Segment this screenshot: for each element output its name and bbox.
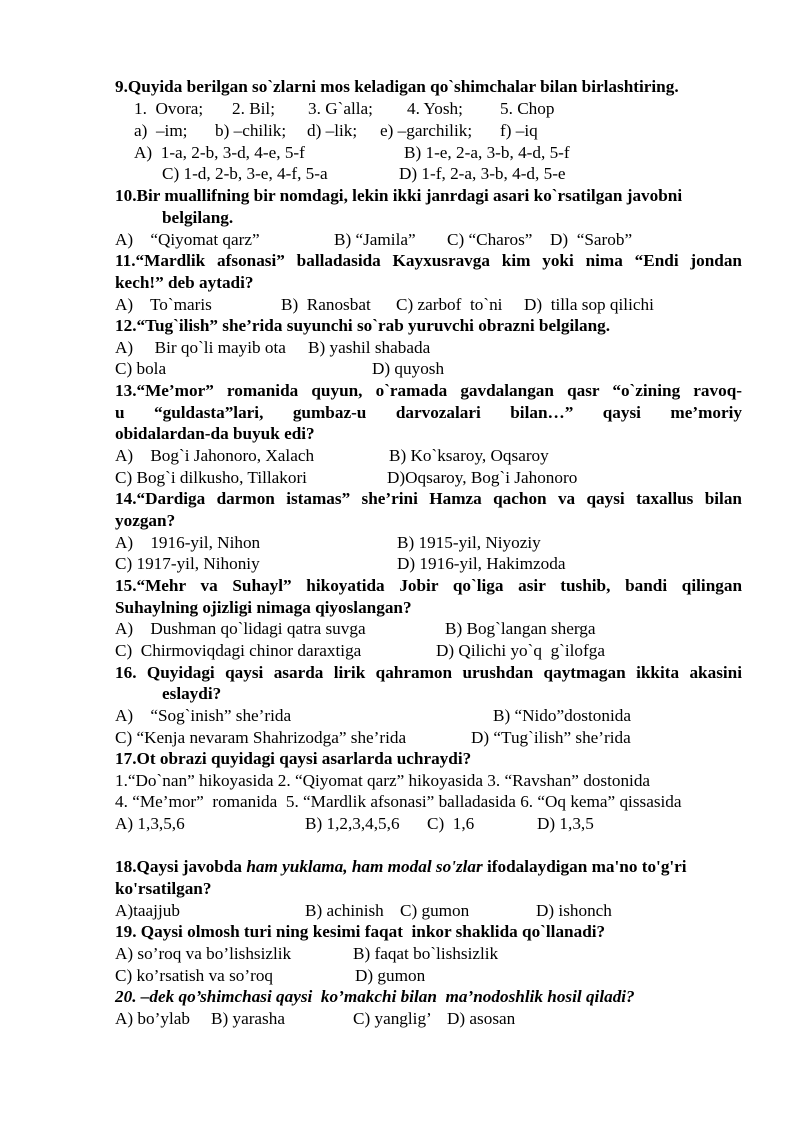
q9-option-d: D) 1-f, 2-a, 3-b, 4-d, 5-e xyxy=(399,164,566,183)
q10-option-c: C) “Charos” xyxy=(447,230,533,249)
q9-word-4: 4. Yosh; xyxy=(407,99,463,118)
q17-option-a: A) 1,3,5,6 xyxy=(115,814,185,833)
q11-option-c: C) zarbof to`ni xyxy=(396,295,503,314)
q19-title: 19. Qaysi olmosh turi ning kesimi faqat inkor shaklida qo`llanadi? xyxy=(115,922,606,941)
q20-option-a: A) bo’ylab xyxy=(115,1009,190,1028)
q20-option-c: C) yanglig’ xyxy=(353,1009,432,1028)
q17-list-line-2: 4. “Me’mor” romanida 5. “Mardlik afsonasi” balladasida 6. “Oq kema” qissasida xyxy=(115,792,682,811)
q9-option-a: A) 1-a, 2-b, 3-d, 4-e, 5-f xyxy=(134,143,305,162)
q11-option-d: D) tilla sop qilichi xyxy=(524,295,654,314)
q20-title: 20. –dek qo’shimchasi qaysi ko’makchi bilan ma’nodoshlik hosil qiladi? xyxy=(115,987,635,1006)
q9-option-b: B) 1-e, 2-a, 3-b, 4-d, 5-f xyxy=(404,143,570,162)
q16-title-cont: eslaydi? xyxy=(162,684,222,703)
q18-title-start: 18.Qaysi javobda xyxy=(115,857,247,876)
q10-title: 10.Bir muallifning bir nomdagi, lekin ikki janrdagi asari ko`rsatilgan javobni xyxy=(115,186,683,205)
q20-option-b: B) yarasha xyxy=(211,1009,285,1028)
q12-option-a: A) Bir qo`li mayib ota xyxy=(115,338,286,357)
q9-option-c: C) 1-d, 2-b, 3-e, 4-f, 5-a xyxy=(162,164,328,183)
q18-title-end: ifodalaydigan ma'no to'g'ri xyxy=(482,857,687,876)
q16-option-a: A) “Sog`inish” she’rida xyxy=(115,706,292,725)
q10-option-d: D) “Sarob” xyxy=(550,230,633,249)
q15-option-b: B) Bog`langan sherga xyxy=(445,619,596,638)
q16-title: 16. Quyidagi qaysi asarda lirik qahramon urushdan qaytmagan ikkita akasini xyxy=(115,663,742,682)
q17-option-c: C) 1,6 xyxy=(427,814,475,833)
q13-title-cont-2: obidalardan-da buyuk edi? xyxy=(115,424,315,443)
q15-title-cont: Suhaylning ojizligi nimaga qiyoslangan? xyxy=(115,598,412,617)
q19-option-b: B) faqat bo`lishsizlik xyxy=(353,944,499,963)
q19-option-a: A) so’roq va bo’lishsizlik xyxy=(115,944,292,963)
q9-word-1: 1. Ovora; xyxy=(134,99,204,118)
q9-suffix-a: a) –im; xyxy=(134,121,188,140)
q14-title-cont: yozgan? xyxy=(115,511,176,530)
q17-list-line-1: 1.“Do`nan” hikoyasida 2. “Qiyomat qarz” hikoyasida 3. “Ravshan” dostonida xyxy=(115,771,651,790)
q9-title: 9.Quyida berilgan so`zlarni mos keladigan qo`shimchalar bilan birlashtiring. xyxy=(115,77,679,96)
q15-option-c: C) Chirmoviqdagi chinor daraxtiga xyxy=(115,641,362,660)
q13-option-a: A) Bog`i Jahonoro, Xalach xyxy=(115,446,315,465)
q15-option-a: A) Dushman qo`lidagi qatra suvga xyxy=(115,619,366,638)
q15-option-d: D) Qilichi yo`q g`ilofga xyxy=(436,641,605,660)
q16-option-b: B) “Nido”dostonida xyxy=(493,706,631,725)
q9-suffix-b: b) –chilik; xyxy=(215,121,287,140)
q19-option-d: D) gumon xyxy=(355,966,426,985)
q18-option-c: C) gumon xyxy=(400,901,470,920)
q9-word-2: 2. Bil; xyxy=(232,99,275,118)
q14-option-c: C) 1917-yil, Nihoniy xyxy=(115,554,260,573)
q13-option-b: B) Ko`ksaroy, Oqsaroy xyxy=(389,446,549,465)
q18-option-d: D) ishonch xyxy=(536,901,612,920)
q11-title: 11.“Mardlik afsonasi” balladasida Kayxusravga kim yoki nima “Endi jondan xyxy=(115,251,742,270)
q11-option-a: A) To`maris xyxy=(115,295,212,314)
q11-title-cont: kech!” deb aytadi? xyxy=(115,273,254,292)
q9-word-5: 5. Chop xyxy=(500,99,555,118)
q14-option-a: A) 1916-yil, Nihon xyxy=(115,533,261,552)
q16-option-c: C) “Kenja nevaram Shahrizodga” she’rida xyxy=(115,728,407,747)
q19-option-c: C) ko’rsatish va so’roq xyxy=(115,966,274,985)
q12-title: 12.“Tug`ilish” she’rida suyunchi so`rab yuruvchi obrazni belgilang. xyxy=(115,316,611,335)
q18-title-emphasis: ham yuklama, ham modal so'zlar xyxy=(246,857,483,876)
q12-option-b: B) yashil shabada xyxy=(308,338,431,357)
q18-title-cont: ko'rsatilgan? xyxy=(115,879,212,898)
q10-title-cont: belgilang. xyxy=(162,208,234,227)
q18-option-b: B) achinish xyxy=(305,901,384,920)
q13-option-d: D)Oqsaroy, Bog`i Jahonoro xyxy=(387,468,578,487)
q20-option-d: D) asosan xyxy=(447,1009,516,1028)
q18-title xyxy=(115,856,687,877)
q9-word-3: 3. G`alla; xyxy=(308,99,373,118)
q13-title-cont-1: u “guldasta”lari, gumbaz-u darvozalari bilan…” qaysi me’moriy xyxy=(115,403,742,422)
q12-option-d: D) quyosh xyxy=(372,359,445,378)
q14-title: 14.“Dardiga darmon istamas” she’rini Hamza qachon va qaysi taxallus bilan xyxy=(115,489,742,508)
q9-suffix-e: e) –garchilik; xyxy=(380,121,473,140)
q16-option-d: D) “Tug`ilish” she’rida xyxy=(471,728,631,747)
q17-option-b: B) 1,2,3,4,5,6 xyxy=(305,814,400,833)
q9-suffix-f: f) –iq xyxy=(500,121,538,140)
q10-option-b: B) “Jamila” xyxy=(334,230,416,249)
q9-suffix-d: d) –lik; xyxy=(307,121,358,140)
q13-option-c: C) Bog`i dilkusho, Tillakori xyxy=(115,468,307,487)
q14-option-d: D) 1916-yil, Hakimzoda xyxy=(397,554,566,573)
q12-option-c: C) bola xyxy=(115,359,167,378)
q13-title: 13.“Me’mor” romanida quyun, o`ramada gavdalangan qasr “o`zining ravoq- xyxy=(115,381,742,400)
q17-title: 17.Ot obrazi quyidagi qaysi asarlarda uchraydi? xyxy=(115,749,472,768)
q11-option-b: B) Ranosbat xyxy=(281,295,371,314)
q14-option-b: B) 1915-yil, Niyoziy xyxy=(397,533,541,552)
q18-option-a: A)taajjub xyxy=(115,901,180,920)
q17-option-d: D) 1,3,5 xyxy=(537,814,594,833)
q15-title: 15.“Mehr va Suhayl” hikoyatida Jobir qo`liga asir tushib, bandi qilingan xyxy=(115,576,742,595)
q10-option-a: A) “Qiyomat qarz” xyxy=(115,230,260,249)
